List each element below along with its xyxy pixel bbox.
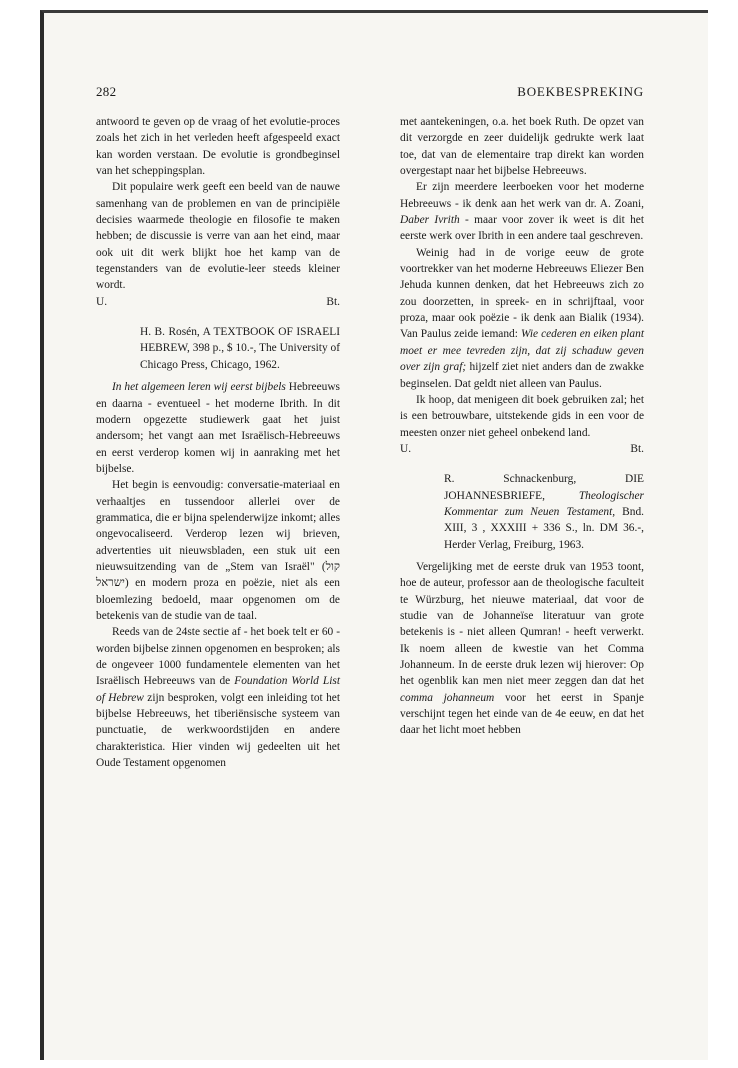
italic-title: Daber Ivrith	[400, 214, 460, 227]
signature-initial: U.	[96, 295, 108, 308]
right-column	[400, 114, 644, 739]
italic-quote: Wie cederen en eiken plant moet er mee tevreden zijn, dat zij schaduw geven over zijn graf;	[400, 328, 644, 374]
left-column	[96, 114, 340, 771]
paragraph: met aantekeningen, o.a. het boek Ruth. De opzet van dit verzorgde en zeer duidelijk gedrukte werk laat toe, dat van de elementaire trap direkt kan worden overgestapt naar het bijbelse Hebreeuws.	[400, 116, 644, 178]
signature-line	[400, 441, 644, 457]
review-heading: H. B. Rosén, A TEXTBOOK OF ISRAELI HEBREW, 398 p., $ 10.-, The University of Chicago Press, Chicago, 1962.	[140, 326, 340, 371]
signature-line	[96, 294, 340, 310]
paragraph: Reeds van de 24ste sectie af - het boek telt er 60 - worden bijbelse zinnen opgenomen en besproken; als de ongeveer 1000 fundamentele elementen van het Israëlisch Hebreeuws van de Foundation World List of Hebrew zijn besproken, volgt een inleiding tot het bijbelse Hebreeuws, het tiberiënsische systeem van punctuatie, de werkwoordstijden en andere charakteristica. Hier vinden wij gedeelten uit het Oude Testament opgenomen	[96, 626, 340, 770]
signature-author: Bt.	[630, 442, 644, 455]
paragraph: Vergelijking met de eerste druk van 1953 toont, hoe de auteur, professor aan de theologische faculteit te Würzburg, het nieuwe materiaal, dat voor de studie van de Johanneïse literatuur van grote betekenis is - niet alleen Qumran! - heeft verwerkt. Ik noem alleen de kwestie van het Comma Johanneum. In de eerste druk lezen wij hierover: Op het ogenblik kan men niet meer zeggen dan dat het comma johanneum voor het eerst in Spanje verschijnt tegen het einde van de 4e eeuw, en dat het daar het licht moet hebben	[400, 560, 644, 737]
italic-phrase: In het algemeen leren wij eerst bijbels	[112, 381, 286, 394]
paragraph: Het begin is eenvoudig: conversatie-materiaal en verhaaltjes en tussendoor allerlei over de grammatica, die er bijna spelenderwijze inkomt; alles ongevocaliseerd. Verderop lezen wij brieven, advertenties uit nieuwsbladen, een stuk uit een nieuwsuitzending van de „Stem van Israël" (קול ישראל) en modern proza en poëzie, niet als een bloemlezing bedoeld, maar opgenomen om de betekenis van de studie van de taal.	[96, 479, 340, 622]
page-number: 282	[96, 84, 117, 99]
italic-term: comma johanneum	[400, 691, 495, 704]
paragraph: In het algemeen leren wij eerst bijbels Hebreeuws en daarna - eventueel - het moderne Ibrith. In dit modern opgezette studiewerk gaat het juist andersom; het vangt aan met Israëlisch-Hebreeuws en eerst verderop komen wij in aanraking met het bijbelse.	[96, 381, 340, 475]
paragraph: antwoord te geven op de vraag of het evolutie-proces zoals het zich in het verleden heeft afgespeeld exact kan worden verstaan. De evolutie is grondbeginsel van het scheppingsplan.	[96, 116, 340, 178]
italic-series: Theologischer Kommentar zum Neuen Testament,	[444, 489, 644, 518]
running-title: BOEKBESPREKING	[517, 84, 644, 99]
signature-author: Bt.	[326, 295, 340, 308]
paragraph: Er zijn meerdere leerboeken voor het moderne Hebreeuws - ik denk aan het werk van dr. A. Zoani, Daber Ivrith - maar voor zover ik weet is dit het eerste werk over Ibrith in een andere taal geschreven.	[400, 181, 645, 243]
paragraph: Dit populaire werk geeft een beeld van de nauwe samenhang van de problemen en van de principiële decisies waarmede theologie en filosofie te maken hebben; de discussie is verre van aan het eind, maar ook uit dit werk blijkt hoe het kamp van de tegenstanders van de evolutie-leer steeds kleiner wordt.	[96, 181, 340, 292]
review-heading: R. Schnackenburg, DIE JOHANNESBRIEFE, Theologischer Kommentar zum Neuen Testament, Bnd. XIII, 3 , XXXIII + 336 S., ln. DM 36.-, Herder Verlag, Freiburg, 1963.	[444, 473, 644, 551]
paragraph: Ik hoop, dat menigeen dit boek gebruiken zal; het is een betrouwbare, uitstekende gids in een voor de meesten onzer niet geheel onbekend land.	[400, 393, 644, 439]
italic-title: Foundation World List of Hebrew	[96, 675, 340, 704]
signature-initial: U.	[400, 442, 412, 455]
paragraph: Weinig had in de vorige eeuw de grote voortrekker van het moderne Hebreeuws Eliezer Ben Jehuda kunnen denken, dat het Hebreeuws zich zo zou doorzetten, in spreek- en in schrijftaal, voor proza, maar ook poëzie - ik denk aan Bialik (1934). Van Paulus zeide iemand: Wie cederen en eiken plant moet er mee tevreden zijn, dat zij schaduw geven over zijn graf; hijzelf ziet niet anders dan de zwakke beginselen. Dat geldt niet alleen van Paulus.	[400, 246, 644, 390]
